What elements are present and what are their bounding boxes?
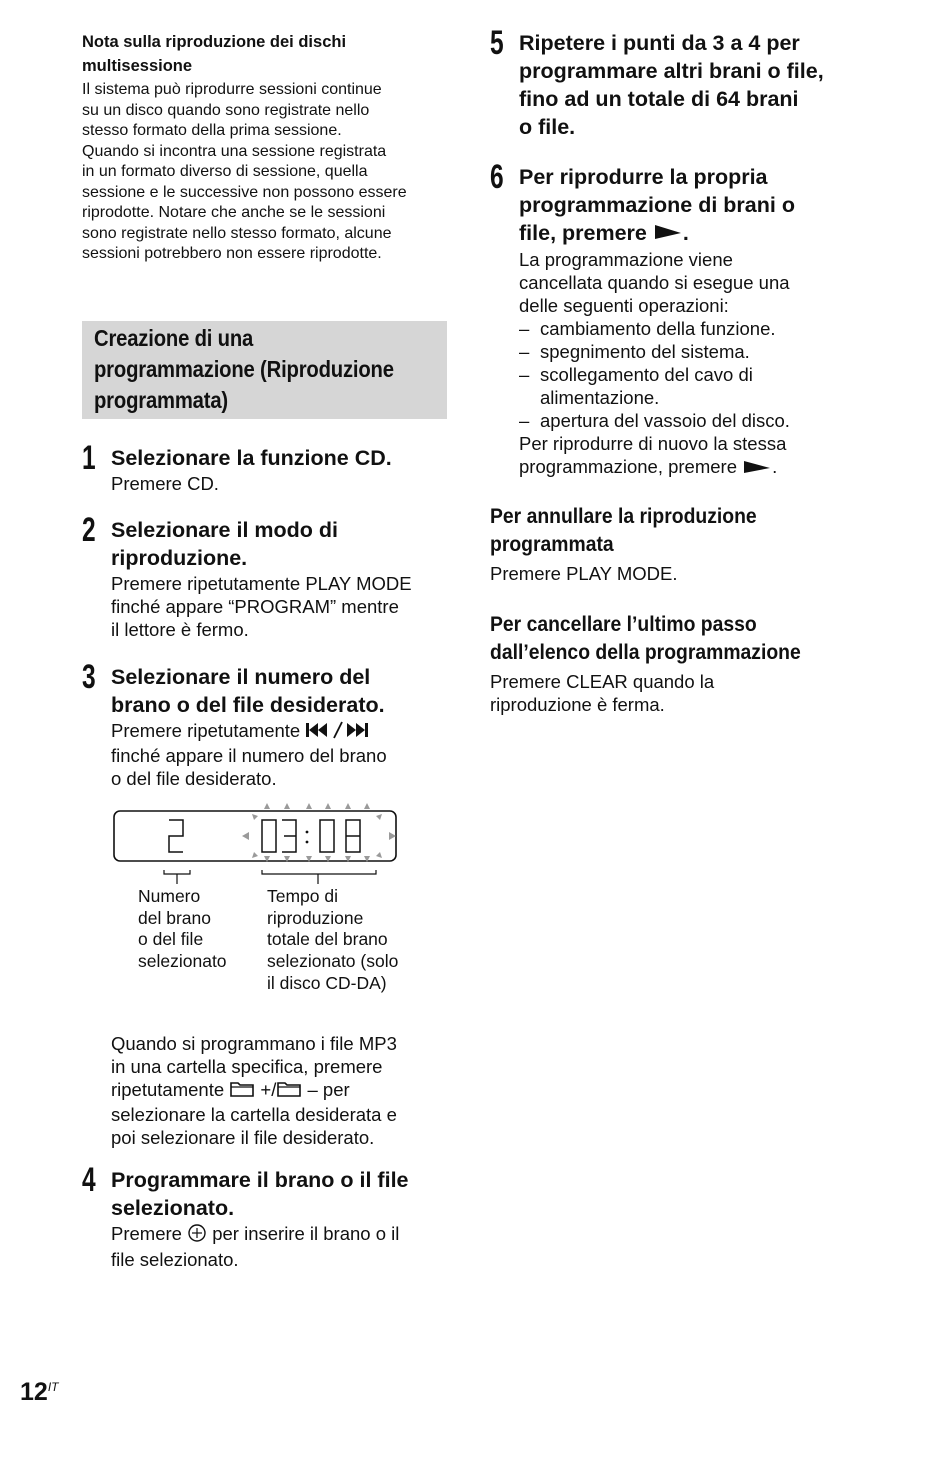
playing-time-label: Tempo di riproduzione totale del brano selezionato (solo il disco CD-DA) — [267, 886, 399, 993]
step-heading: Selezionare il modo di riproduzione. — [111, 518, 338, 570]
track-number-label: Numero del brano o del file selezionato — [138, 886, 227, 972]
cancel-conditions-list — [519, 317, 870, 432]
list-item: – spegnimento del sistema. — [519, 341, 750, 363]
list-item: – apertura del vassoio del disco. — [519, 410, 790, 432]
step-number: 4 — [82, 1161, 96, 1199]
step-heading: Selezionare il numero del brano o del file desiderato. — [111, 665, 385, 717]
step-3 — [82, 658, 452, 790]
step-body: Premere CD. — [111, 473, 219, 494]
note-title: Nota sulla riproduzione dei dischi multisessione — [82, 33, 347, 75]
subsection-body: Premere PLAY MODE. — [490, 563, 678, 584]
section-title: Creazione di una programmazione (Riproduzione programmata) — [94, 325, 394, 413]
list-item: – cambiamento della funzione. — [519, 318, 776, 340]
step-number: 3 — [82, 658, 96, 696]
step-body: La programmazione viene cancellata quando si esegue una delle seguenti operazioni: — [519, 249, 790, 317]
list-item: – scollegamento del cavo di alimentazione. — [519, 364, 753, 409]
step-number: 1 — [82, 439, 96, 477]
folder-icon — [229, 1080, 255, 1103]
step-4 — [82, 1161, 452, 1271]
subsection-heading: Per cancellare l’ultimo passo dall’elenco della programmazione — [490, 612, 801, 664]
play-icon — [653, 220, 683, 248]
step-3-mp3-note — [82, 1032, 452, 1149]
step-body: Quando si programmano i file MP3 in una cartella specifica, premere ripetutamente +/ – per selezionare la cartella desiderata e poi selezionare il file desiderato. — [111, 1033, 397, 1148]
play-icon — [742, 457, 772, 480]
cancel-program-block — [490, 502, 910, 585]
step-2 — [82, 511, 452, 641]
lcd-display-illustration — [112, 800, 412, 1000]
enter-icon — [187, 1223, 207, 1248]
step-1 — [82, 439, 452, 495]
step-heading: Per riprodurre la propria programmazione di brani o file, premere . — [519, 163, 870, 248]
step-heading: Selezionare la funzione CD. — [111, 446, 392, 470]
step-5 — [490, 24, 870, 141]
clear-step-block — [490, 610, 910, 716]
folder-icon — [276, 1080, 302, 1103]
step-heading: Programmare il brano o il file selezionato. — [111, 1168, 409, 1220]
note-body: Il sistema può riprodurre sessioni continue su un disco quando sono registrate nello stesso formato della prima sessione. Quando si incontra una sessione registrata in un formato diverso di sessione, quella sessione e le successive non possono essere riprodotte. Notare che anche se le sessioni sono registrate nello stesso formato, alcune sessioni potrebbero non essere riprodotte. — [82, 81, 407, 262]
step-body-after: Per riprodurre di nuovo la stessa programmazione, premere . — [519, 432, 870, 480]
step-number: 6 — [490, 158, 504, 196]
page-number: $12^{IT}$ — [20, 1378, 59, 1406]
step-body: Premere ripetutamente PLAY MODE finché appare “PROGRAM” mentre il lettore è fermo. — [111, 573, 412, 640]
step-heading: Ripetere i punti da 3 a 4 per programmare altri brani o file, fino ad un totale di 64 brani o file. — [519, 31, 824, 139]
step-6 — [490, 158, 870, 480]
step-body: Premere ripetutamente finché appare il numero del brano o del file desiderato. — [111, 719, 452, 790]
step-number: 5 — [490, 24, 504, 62]
step-number: 2 — [82, 511, 96, 549]
section-heading-box — [82, 321, 447, 419]
lcd-display — [112, 800, 412, 890]
step-body: Premere per inserire il brano o il file selezionato. — [111, 1223, 400, 1270]
note-block — [82, 30, 450, 265]
subsection-body: Premere CLEAR quando la riproduzione è ferma. — [490, 671, 715, 715]
prev-next-icon — [305, 721, 393, 744]
subsection-heading: Per annullare la riproduzione programmata — [490, 504, 757, 556]
